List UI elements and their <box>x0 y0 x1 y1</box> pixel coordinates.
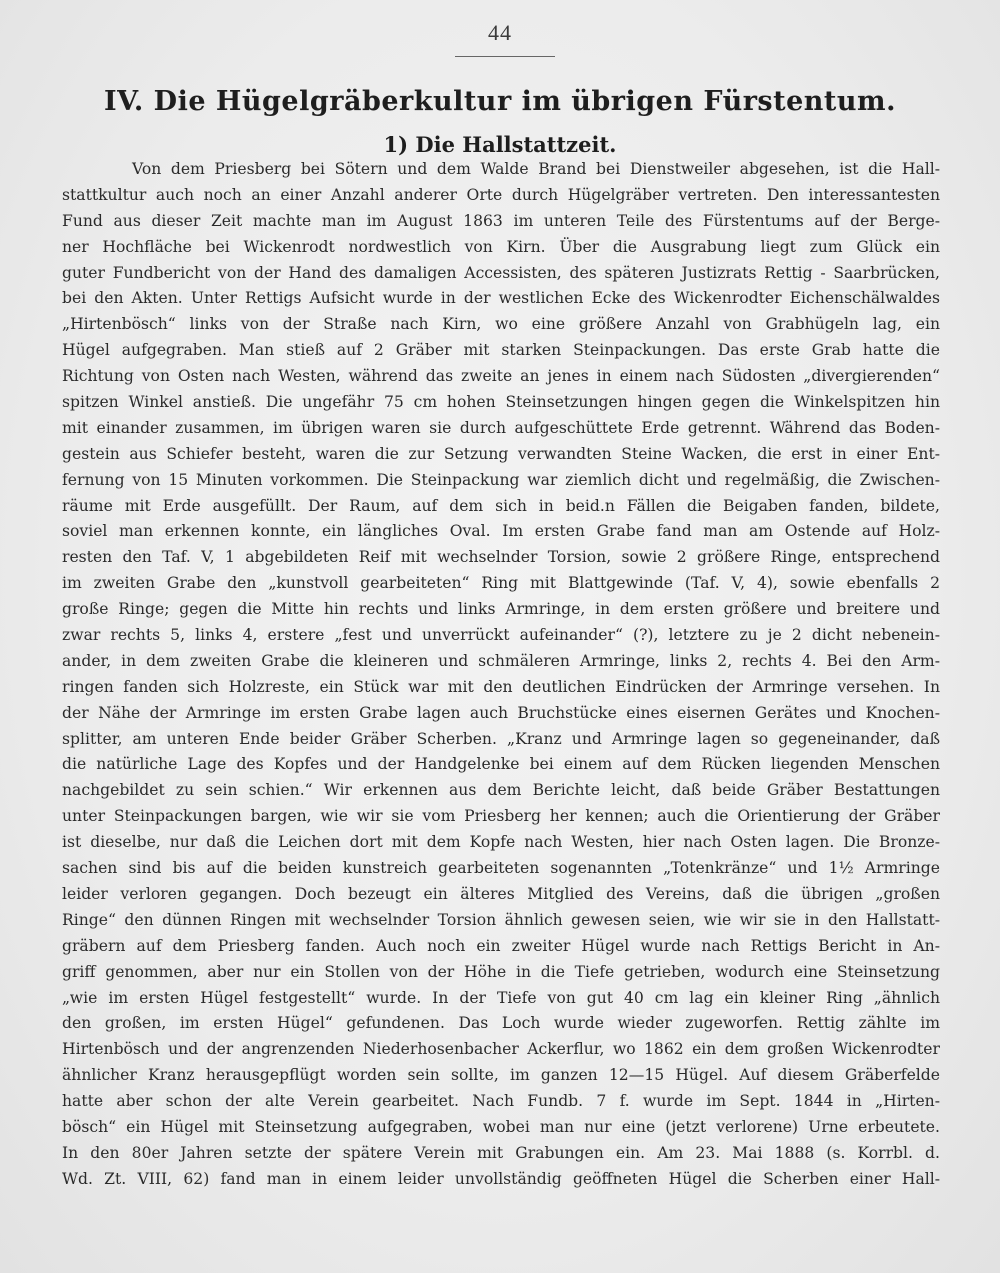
text-line: bei den Akten. Unter Rettigs Aufsicht wurde in der westlichen Ecke des Wickenrodter Eichenschälwaldes <box>62 289 940 308</box>
text-line: Richtung von Osten nach Westen, während das zweite an jenes in einem nach Südosten „divergierenden“ <box>62 367 940 386</box>
text-line: mit einander zusammen, im übrigen waren sie durch aufgeschüttete Erde getrennt. Während das Boden- <box>62 418 940 437</box>
text-line: räume mit Erde ausgefüllt. Der Raum, auf dem sich in beid.n Fällen die Beigaben fanden, bildete, <box>62 496 940 515</box>
text-line: stattkultur auch noch an einer Anzahl anderer Orte durch Hügelgräber vertreten. Den interessantesten <box>62 185 940 204</box>
text-line: Von dem Priesberg bei Sötern und dem Walde Brand bei Dienstweiler abgesehen, ist die Hall- <box>132 160 940 178</box>
text-line: den großen, im ersten Hügel“ gefundenen. Das Loch wurde wieder zugeworfen. Rettig zählte im <box>62 1014 940 1033</box>
text-line: zwar rechts 5, links 4, erstere „fest und unverrückt aufeinander“ (?), letztere zu je 2 dicht nebenein- <box>62 626 940 645</box>
text-line: Ringe“ den dünnen Ringen mit wechselnder Torsion ähnlich gewesen seien, wie wir sie in den Hallstatt- <box>62 910 940 929</box>
text-line: Wd. Zt. VIII, 62) fand man in einem leider unvollständig geöffneten Hügel die Scherben einer Hall- <box>62 1169 940 1188</box>
text-line: „Hirtenbösch“ links von der Straße nach Kirn, wo eine größere Anzahl von Grabhügeln lag, ein <box>62 315 940 334</box>
text-line: große Ringe; gegen die Mitte hin rechts und links Armringe, in dem ersten größere und breitere und <box>62 600 940 619</box>
text-line: unter Steinpackungen bargen, wie wir sie vom Priesberg her kennen; auch die Orientierung der Gräber <box>62 807 940 826</box>
page-number: 44 <box>488 20 512 45</box>
text-line: nachgebildet zu sein schien.“ Wir erkennen aus dem Berichte leicht, daß beide Gräber Bestattungen <box>62 781 940 800</box>
text-line: griff genommen, aber nur ein Stollen von der Höhe in die Tiefe getrieben, wodurch eine Steinsetzung <box>62 962 940 981</box>
text-line: der Nähe der Armringe im ersten Grabe lagen auch Bruchstücke eines eisernen Gerätes und Knochen- <box>62 703 940 722</box>
text-line: Fund aus dieser Zeit machte man im August 1863 im unteren Teile des Fürstentums auf der Berge- <box>62 211 940 230</box>
text-line: fernung von 15 Minuten vorkommen. Die Steinpackung war ziemlich dicht und regelmäßig, die Zwischen- <box>62 470 940 489</box>
text-line: gestein aus Schiefer besteht, waren die zur Setzung verwandten Steine Wacken, die erst in einer Ent- <box>62 444 940 463</box>
text-line: die natürliche Lage des Kopfes und der Handgelenke bei einem auf dem Rücken liegenden Menschen <box>62 755 940 774</box>
text-line: guter Fundbericht von der Hand des damaligen Accessisten, des späteren Justizrats Rettig - Saarbrücken, <box>62 263 940 282</box>
text-line: hatte aber schon der alte Verein gearbeitet. Nach Fundb. 7 f. wurde im Sept. 1844 in „Hirten- <box>62 1092 940 1111</box>
body-text <box>62 157 940 1193</box>
text-line: Hügel aufgegraben. Man stieß auf 2 Gräber mit starken Steinpackungen. Das erste Grab hatte die <box>62 341 940 360</box>
text-line: ist dieselbe, nur daß die Leichen dort mit dem Kopfe nach Westen, hier nach Osten lagen. Die Bronze- <box>62 833 940 852</box>
text-line: Hirtenbösch und der angrenzenden Niederhosenbacher Ackerflur, wo 1862 ein dem großen Wickenrodter <box>62 1040 940 1059</box>
text-line: In den 80er Jahren setzte der spätere Verein mit Grabungen ein. Am 23. Mai 1888 (s. Korrbl. d. <box>62 1143 940 1162</box>
text-line: „wie im ersten Hügel festgestellt“ wurde. In der Tiefe von gut 40 cm lag ein kleiner Ring „ähnlich <box>62 988 940 1007</box>
text-line: sachen sind bis auf die beiden kunstreich gearbeiteten sogenannten „Totenkränze“ und 1½ Armringe <box>62 859 940 878</box>
text-line: ähnlicher Kranz herausgepflügt worden sein sollte, im ganzen 12—15 Hügel. Auf diesem Gräberfelde <box>62 1066 940 1085</box>
text-line: soviel man erkennen konnte, ein längliches Oval. Im ersten Grabe fand man am Ostende auf Holz- <box>62 522 940 541</box>
text-line: gräbern auf dem Priesberg fanden. Auch noch ein zweiter Hügel wurde nach Rettigs Bericht in An- <box>62 936 940 955</box>
section-title: 1) Die Hallstattzeit. <box>383 132 617 157</box>
text-line: splitter, am unteren Ende beider Gräber Scherben. „Kranz und Armringe lagen so gegeneinander, daß <box>62 729 940 748</box>
chapter-title: IV. Die Hügelgräberkultur im übrigen Fürstentum. <box>104 86 896 117</box>
text-line: ander, in dem zweiten Grabe die kleineren und schmäleren Armringe, links 2, rechts 4. Bei den Arm- <box>62 651 940 670</box>
text-line: resten den Taf. V, 1 abgebildeten Reif mit wechselnder Torsion, sowie 2 größere Ringe, entsprechend <box>62 548 940 567</box>
text-line: bösch“ ein Hügel mit Steinsetzung aufgegraben, wobei man nur eine (jetzt verlorene) Urne erbeutete. <box>62 1117 940 1136</box>
text-line: ringen fanden sich Holzreste, ein Stück war mit den deutlichen Eindrücken der Armringe versehen. In <box>62 677 940 696</box>
header-rule <box>455 56 555 57</box>
text-line: leider verloren gegangen. Doch bezeugt ein älteres Mitglied des Vereins, daß die übrigen „großen <box>62 884 940 903</box>
text-line: ner Hochfläche bei Wickenrodt nordwestlich von Kirn. Über die Ausgrabung liegt zum Glück ein <box>62 237 940 256</box>
text-line: spitzen Winkel anstieß. Die ungefähr 75 cm hohen Steinsetzungen hingen gegen die Winkelspitzen hin <box>62 393 940 412</box>
text-line: im zweiten Grabe den „kunstvoll gearbeiteten“ Ring mit Blattgewinde (Taf. V, 4), sowie ebenfalls 2 <box>62 574 940 593</box>
